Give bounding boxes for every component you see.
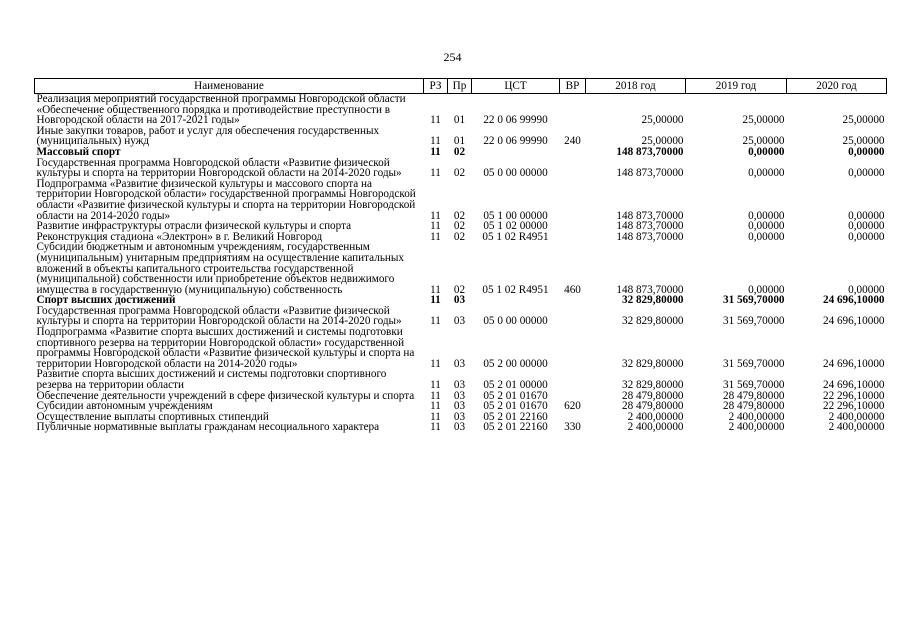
- row-cst: 05 1 00 00000: [483, 209, 548, 222]
- row-2020: 2 400,00000: [828, 410, 885, 423]
- row-2019: 25,00000: [742, 135, 785, 148]
- row-2020: 25,00000: [842, 114, 885, 127]
- row-rz: 11: [430, 400, 441, 413]
- header-rz: РЗ: [424, 79, 448, 94]
- row-vr: [560, 221, 586, 232]
- row-vr: [560, 179, 586, 221]
- row-pr: 03: [453, 410, 466, 423]
- row-pr: 02: [453, 220, 466, 233]
- row-2020: 22 296,10000: [822, 389, 885, 402]
- row-2018: 148 873,70000: [616, 209, 684, 222]
- row-vr: [560, 306, 586, 327]
- row-2019: 28 479,80000: [722, 389, 785, 402]
- row-name: Подпрограмма «Развитие спорта высших достижений и системы подготовки спортивного резерва на территории Новгородской области» государственной программы Новгородской области «Развитие физической культуры и спорта на территории Новгородской области на 2014-2020 годы»: [36, 326, 415, 370]
- row-pr: 03: [453, 400, 466, 413]
- row-name: Массовый спорт: [36, 145, 121, 158]
- row-name: Субсидии автономным учреждениям: [36, 400, 213, 413]
- row-rz: 11: [430, 230, 441, 243]
- row-2018: 2 400,00000: [627, 421, 684, 434]
- row-2019: 28 479,80000: [722, 400, 785, 413]
- row-2019: 0,00000: [748, 167, 785, 180]
- row-rz: 11: [430, 167, 441, 180]
- row-2020: 0,00000: [848, 283, 885, 296]
- budget-table: [34, 78, 887, 433]
- row-cst: [472, 295, 560, 306]
- row-pr: 03: [453, 357, 466, 370]
- row-name: Реализация мероприятий государственной программы Новгородской области «Обеспечение общественного порядка и противодействие преступности в Новгородской области на 2017-2021 годы»: [36, 93, 406, 127]
- row-name: Подпрограмма «Развитие физической культуры и массового спорта на территории Новгородской области» государственной программы Новгородской области «Развитие физической культуры и спорта на территории Новгородской области на 2014-2020 годы»: [36, 177, 416, 222]
- row-rz: 11: [430, 379, 441, 392]
- row-cst: 05 2 01 00000: [483, 379, 548, 392]
- header-2019: 2019 год: [686, 79, 787, 94]
- row-2018: 148 873,70000: [616, 230, 684, 243]
- row-cst: 05 0 00 00000: [483, 315, 548, 328]
- row-2018: 28 479,80000: [621, 389, 684, 402]
- row-cst: 22 0 06 99990: [483, 114, 548, 127]
- row-cst: 22 0 06 99990: [483, 135, 548, 148]
- table-row: [35, 179, 887, 221]
- table-row: [35, 242, 887, 295]
- row-rz: 11: [430, 315, 441, 328]
- row-2020: 25,00000: [842, 135, 885, 148]
- table-row: [35, 306, 887, 327]
- row-2019: 31 569,70000: [722, 294, 785, 307]
- row-pr: 02: [453, 167, 466, 180]
- row-rz: 11: [430, 114, 441, 127]
- header-name: Наименование: [35, 79, 424, 94]
- row-name: Спорт высших достижений: [36, 294, 176, 307]
- row-cst: 05 0 00 00000: [483, 167, 548, 180]
- table-row-section: [35, 147, 887, 158]
- row-2020: 0,00000: [848, 145, 885, 158]
- row-2020: 24 696,10000: [822, 379, 885, 392]
- table-row: [35, 327, 887, 369]
- row-cst: 05 2 01 01670: [483, 400, 548, 413]
- row-2018: 25,00000: [641, 135, 684, 148]
- row-cst: 05 2 01 01670: [483, 389, 548, 402]
- row-vr: 330: [564, 421, 581, 434]
- row-rz: 11: [430, 294, 441, 307]
- row-rz: 11: [430, 220, 441, 233]
- row-pr: 03: [453, 315, 466, 328]
- row-vr: [560, 158, 586, 179]
- row-name: Субсидии бюджетным и автономным учреждениям, государственным (муниципальным) унитарным предприятиям на осуществление капитальных вложений в объекты капитального строительства государственной (муниципальной) собственности или приобретение объектов недвижимого имущества в государственную (муниципальную) собственность: [36, 241, 405, 296]
- row-cst: 05 1 02 R4951: [482, 283, 549, 296]
- row-rz: 11: [430, 421, 441, 434]
- row-2018: 148 873,70000: [616, 167, 684, 180]
- table-row: [35, 126, 887, 147]
- row-2018: 2 400,00000: [627, 410, 684, 423]
- row-2019: 31 569,70000: [722, 357, 785, 370]
- row-cst: 05 2 01 22160: [483, 421, 548, 434]
- row-2018: 148 873,70000: [616, 220, 684, 233]
- row-pr: 02: [453, 230, 466, 243]
- row-cst: 05 1 02 R4951: [482, 230, 549, 243]
- row-pr: 02: [453, 209, 466, 222]
- row-vr: [560, 94, 586, 126]
- row-pr: 02: [453, 145, 466, 158]
- row-rz: 11: [430, 145, 441, 158]
- row-2020: 24 696,10000: [822, 294, 885, 307]
- row-2019: 0,00000: [748, 145, 785, 158]
- row-name: Осуществление выплаты спортивных стипендий: [36, 410, 269, 423]
- row-2020: 24 696,10000: [822, 315, 885, 328]
- row-2019: 25,00000: [742, 114, 785, 127]
- row-rz: 11: [430, 209, 441, 222]
- row-vr: 240: [564, 135, 581, 148]
- row-2018: 148 873,70000: [616, 283, 684, 296]
- row-2018: 32 829,80000: [621, 315, 684, 328]
- header-pr: Пр: [448, 79, 472, 94]
- row-2020: 0,00000: [848, 220, 885, 233]
- row-pr: 01: [453, 135, 466, 148]
- page-number: 254: [443, 50, 462, 64]
- row-pr: 03: [453, 421, 466, 434]
- row-rz: 11: [430, 283, 441, 296]
- row-2020: 24 696,10000: [822, 357, 885, 370]
- row-pr: 02: [453, 283, 466, 296]
- row-2019: 0,00000: [748, 283, 785, 296]
- row-pr: 01: [453, 114, 466, 127]
- row-2019: 31 569,70000: [722, 315, 785, 328]
- row-name: Реконструкция стадиона «Электрон» в г. Великий Новгород: [36, 230, 323, 243]
- row-vr: [560, 369, 586, 390]
- row-vr: 620: [564, 400, 581, 413]
- row-2018: 32 829,80000: [621, 294, 684, 307]
- row-pr: 03: [453, 294, 466, 307]
- row-2019: 2 400,00000: [728, 410, 785, 423]
- row-cst: 05 1 02 00000: [483, 220, 548, 233]
- row-rz: 11: [430, 389, 441, 402]
- row-2018: 25,00000: [641, 114, 684, 127]
- row-2018: 32 829,80000: [621, 357, 684, 370]
- table-row: [35, 369, 887, 390]
- table-row: [35, 158, 887, 179]
- row-2020: 0,00000: [848, 230, 885, 243]
- row-rz: 11: [430, 410, 441, 423]
- row-pr: 03: [453, 379, 466, 392]
- row-2020: 2 400,00000: [828, 421, 885, 434]
- row-name: Государственная программа Новгородской области «Развитие физической культуры и спорта на территории Новгородской области на 2014-2020 годы»: [36, 156, 402, 180]
- row-name: Иные закупки товаров, работ и услуг для обеспечения государственных (муниципальных) нужд: [36, 124, 380, 148]
- row-2020: 0,00000: [848, 167, 885, 180]
- row-2018: 148 873,70000: [616, 145, 684, 158]
- row-vr: [560, 327, 586, 369]
- header-vr: ВР: [560, 79, 586, 94]
- row-2020: 0,00000: [848, 209, 885, 222]
- row-name: Развитие инфраструктуры отрасли физической культуры и спорта: [36, 220, 352, 233]
- row-vr: [560, 232, 586, 243]
- row-2019: 0,00000: [748, 220, 785, 233]
- row-vr: [560, 147, 586, 158]
- header-2018: 2018 год: [586, 79, 686, 94]
- row-vr: [560, 295, 586, 306]
- row-cst: 05 2 01 22160: [483, 410, 548, 423]
- table-row: [35, 422, 887, 433]
- row-2020: 22 296,10000: [822, 400, 885, 413]
- row-vr: 460: [564, 283, 581, 296]
- row-2019: 2 400,00000: [728, 421, 785, 434]
- header-2020: 2020 год: [787, 79, 887, 94]
- row-name: Обеспечение деятельности учреждений в сфере физической культуры и спорта: [36, 389, 415, 402]
- table-header-row: [35, 79, 887, 94]
- row-pr: 03: [453, 389, 466, 402]
- row-name: Публичные нормативные выплаты гражданам несоциального характера: [36, 421, 380, 434]
- header-cst: ЦСТ: [472, 79, 560, 94]
- row-cst: [472, 147, 560, 158]
- row-rz: 11: [430, 357, 441, 370]
- row-2018: 32 829,80000: [621, 379, 684, 392]
- row-2019: 0,00000: [748, 230, 785, 243]
- row-2019: 0,00000: [748, 209, 785, 222]
- row-name: Развитие спорта высших достижений и системы подготовки спортивного резерва на территории области: [36, 368, 387, 392]
- row-cst: 05 2 00 00000: [483, 357, 548, 370]
- row-2018: 28 479,80000: [621, 400, 684, 413]
- row-rz: 11: [430, 135, 441, 148]
- row-2019: 31 569,70000: [722, 379, 785, 392]
- row-name: Государственная программа Новгородской области «Развитие физической культуры и спорта на территории Новгородской области на 2014-2020 годы»: [36, 304, 402, 328]
- table-row: [35, 94, 887, 126]
